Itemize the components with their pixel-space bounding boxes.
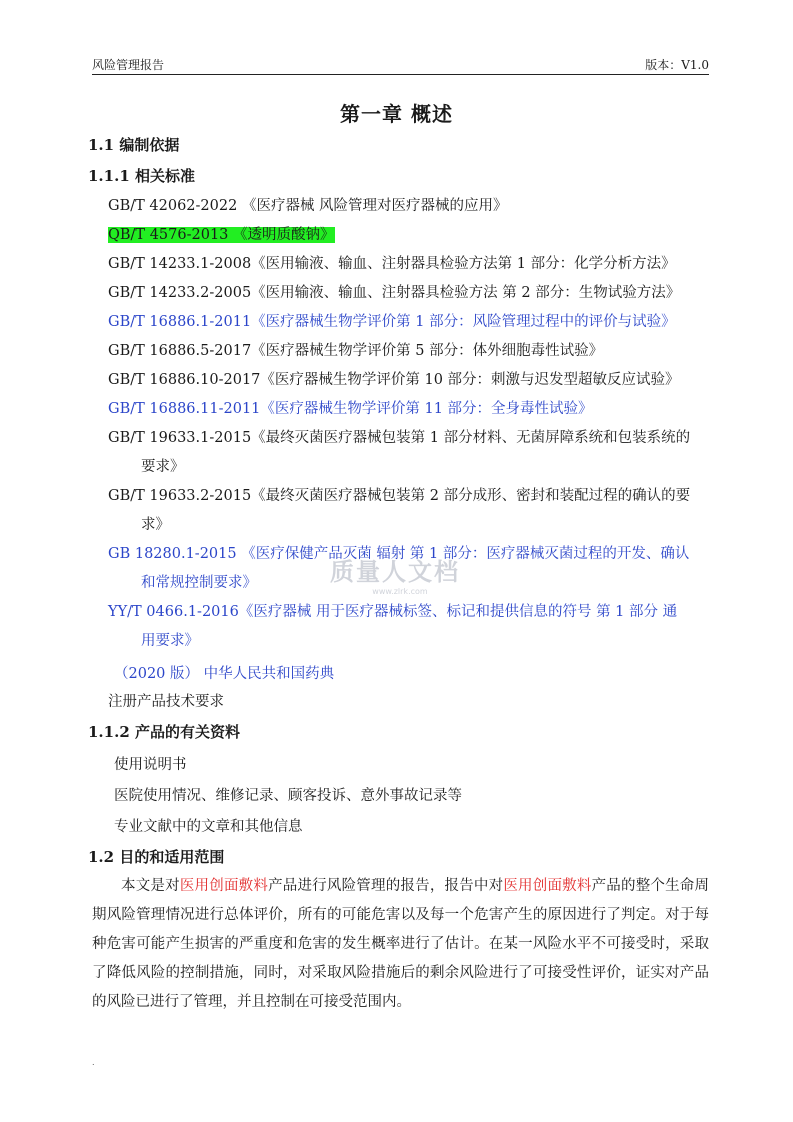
standard-item: GB/T 42062-2022 《医疗器械 风险管理对医疗器械的应用》 — [108, 198, 508, 214]
material-item: 医院使用情况、维修记录、顾客投诉、意外事故记录等 — [114, 788, 462, 804]
standard-item: GB/T 19633.1-2015《最终灭菌医疗器械包装第 1 部分材料、无菌屏障系统和包装系统的 要求》 — [108, 430, 691, 475]
standard-item: GB/T 14233.1-2008《医用输液、输血、注射器具检验方法第 1 部分：化学分析方法》 — [108, 256, 676, 272]
standard-item: GB/T 16886.10-2017《医疗器械生物学评价第 10 部分：刺激与迟发型超敏反应试验》 — [108, 372, 680, 388]
standard-item-blue: GB/T 16886.1-2011《医疗器械生物学评价第 1 部分：风险管理过程中的评价与试验》 — [108, 314, 676, 330]
pharmacopoeia-reference: （2020 版） 中华人民共和国药典 — [114, 666, 335, 682]
product-technical-requirements: 注册产品技术要求 — [108, 694, 224, 710]
standard-item-blue: YY/T 0466.1-2016《医疗器械 用于医疗器械标签、标记和提供信息的符号 第 1 部分 通 用要求》 — [108, 604, 678, 649]
product-name: 医用创面敷料 — [179, 878, 269, 894]
standard-item-highlighted: QB/T 4576-2013 《透明质酸钠》 — [108, 227, 335, 243]
section-heading-1-1-2: 1.1.2 产品的有关资料 — [88, 723, 240, 741]
footer-mark: . — [92, 1058, 95, 1067]
section-heading-1-1: 1.1 编制依据 — [88, 136, 180, 154]
material-item: 使用说明书 — [114, 757, 187, 773]
material-item: 专业文献中的文章和其他信息 — [114, 819, 303, 835]
section-heading-1-1-1: 1.1.1 相关标准 — [88, 167, 195, 185]
standard-item: GB/T 19633.2-2015《最终灭菌医疗器械包装第 2 部分成形、密封和装配过程的确认的要 求》 — [108, 488, 691, 533]
purpose-paragraph: 本文是对医用创面敷料产品进行风险管理的报告，报告中对医用创面敷料产品的整个生命周期风险管理情况进行总体评价，所有的可能危害以及每一个危害产生的原因进行了判定。对于每种危害可能产生损害的严重度和危害的发生概率进行了估计。在某一风险水平不可接受时，采取了降低风险的控制措施，同时，对采取风险措施后的剩余风险进行了可接受性评价，证实对产品的风险已进行了管理，并且控制在可接受范围内。 — [92, 878, 710, 1010]
watermark-logo: 质量人文档 www.zlrk.com — [330, 558, 460, 596]
chapter-title: 第一章 概述 — [340, 102, 453, 126]
page-header — [92, 56, 709, 75]
standard-item-blue: GB/T 16886.11-2011《医疗器械生物学评价第 11 部分：全身毒性试验》 — [108, 401, 593, 417]
standard-item: GB/T 14233.2-2005《医用输液、输血、注射器具检验方法 第 2 部分：生物试验方法》 — [108, 285, 681, 301]
standard-item: GB/T 16886.5-2017《医疗器械生物学评价第 5 部分：体外细胞毒性试验》 — [108, 343, 604, 359]
section-heading-1-2: 1.2 目的和适用范围 — [88, 848, 225, 866]
standard-item-blue: GB 18280.1-2015 《医疗保健产品灭菌 辐射 第 1 部分：医疗器械灭菌过程的开发、确认 和常规控制要求》 — [108, 546, 690, 591]
header-version: 版本：V1.0 — [645, 58, 709, 72]
product-name: 医用创面敷料 — [503, 878, 592, 894]
header-title: 风险管理报告 — [92, 58, 165, 72]
